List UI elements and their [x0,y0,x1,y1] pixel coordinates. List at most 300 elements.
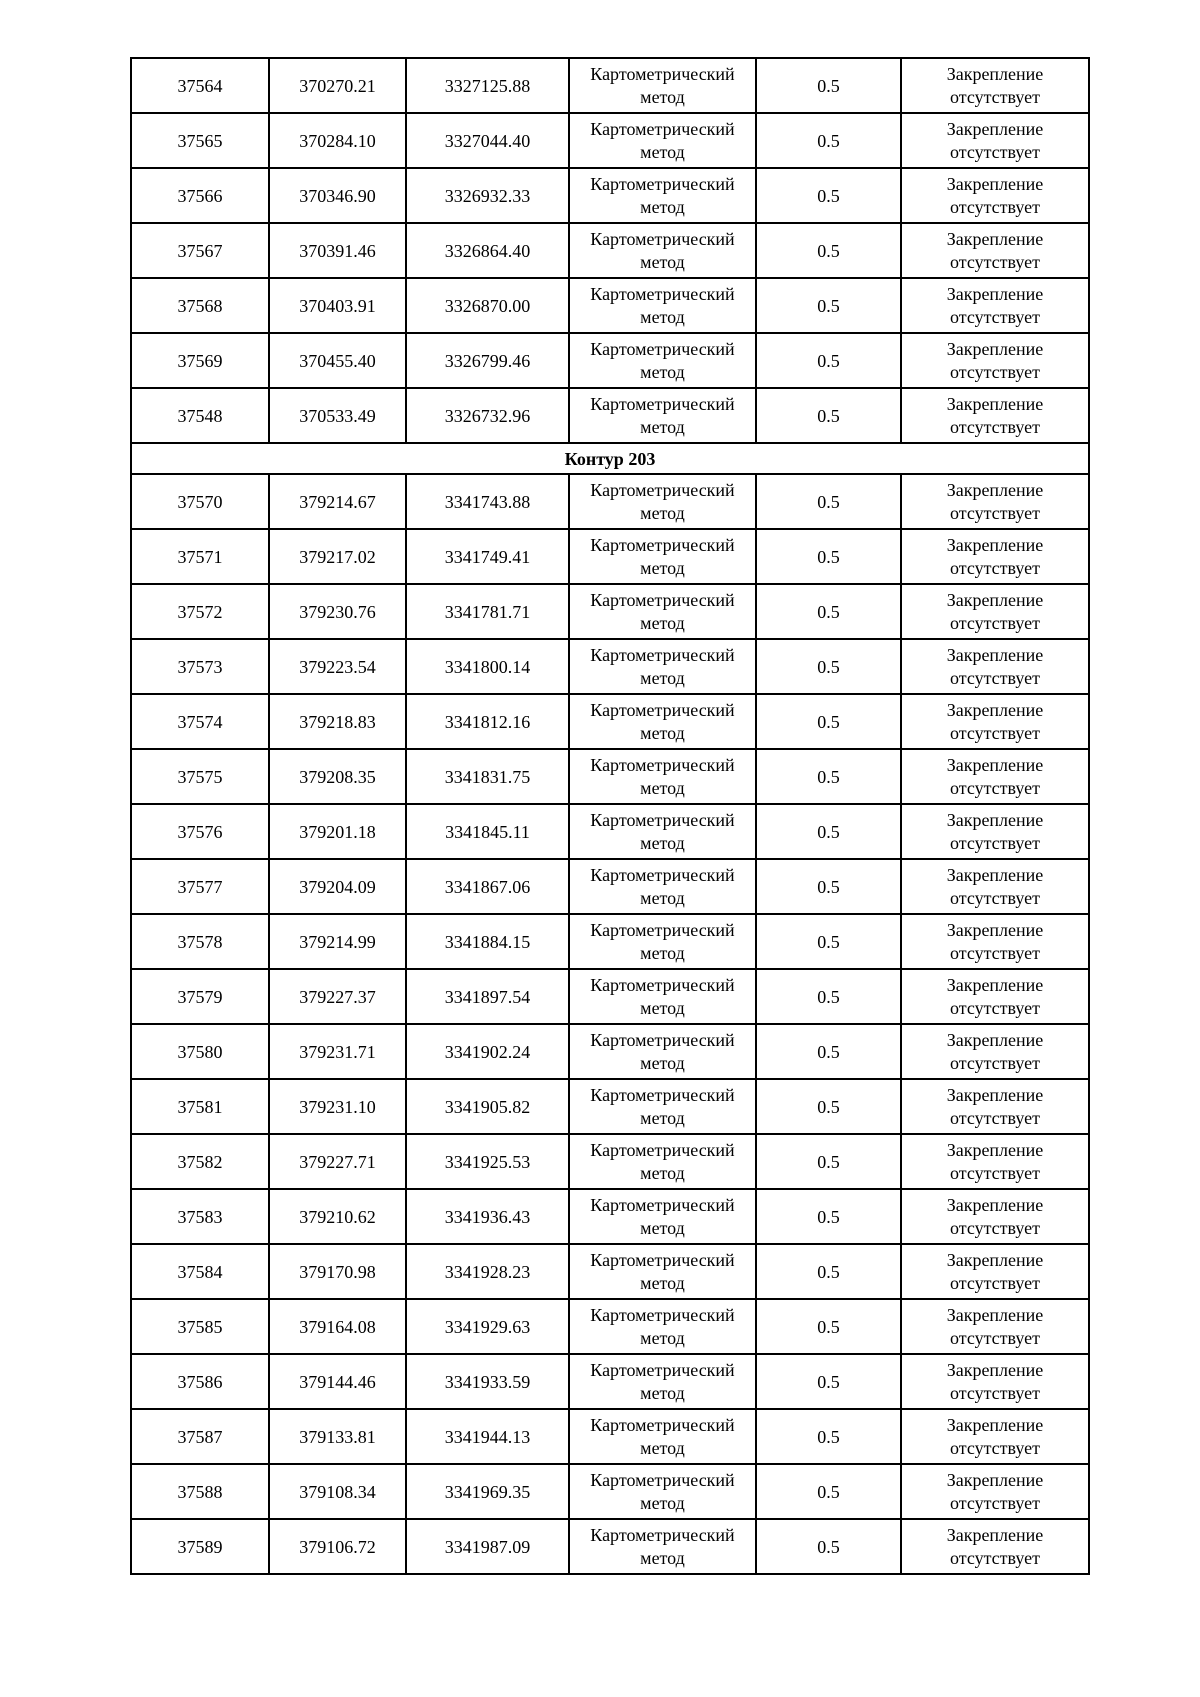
method-cell-line-1: Картометрический [590,754,735,775]
y-coordinate-cell: 3341944.13 [406,1409,569,1464]
method-cell-line-2: метод [640,1052,685,1073]
table-row [131,223,1089,278]
table-row [131,1409,1089,1464]
method-cell-line-2: метод [640,612,685,633]
table-row [131,1464,1089,1519]
method-cell [569,529,756,584]
method-cell-line-1: Картометрический [590,173,735,194]
x-coordinate-cell: 379133.81 [269,1409,406,1464]
method-cell-line-2: метод [640,557,685,578]
x-coordinate-cell: 370403.91 [269,278,406,333]
method-cell-line-1: Картометрический [590,919,735,940]
method-cell-line-1: Картометрический [590,1469,735,1490]
method-cell [569,1299,756,1354]
method-cell-line-1: Картометрический [590,1084,735,1105]
point-number-cell: 37581 [131,1079,269,1134]
section-header-row [131,443,1089,474]
method-cell-line-1: Картометрический [590,393,735,414]
method-cell [569,168,756,223]
x-coordinate-cell: 379106.72 [269,1519,406,1574]
table-row [131,584,1089,639]
y-coordinate-cell: 3326799.46 [406,333,569,388]
method-cell [569,1079,756,1134]
method-cell-line-1: Картометрический [590,1359,735,1380]
point-number-cell: 37576 [131,804,269,859]
point-number-cell: 37570 [131,474,269,529]
x-coordinate-cell: 370346.90 [269,168,406,223]
x-coordinate-cell: 379223.54 [269,639,406,694]
accuracy-cell: 0.5 [756,584,901,639]
method-cell [569,113,756,168]
fixation-cell-line-1: Закрепление [946,699,1044,720]
method-cell-line-2: метод [640,887,685,908]
method-cell-line-2: метод [640,196,685,217]
fixation-cell [901,1519,1089,1574]
table-row [131,1079,1089,1134]
fixation-cell [901,1354,1089,1409]
y-coordinate-cell: 3326864.40 [406,223,569,278]
fixation-cell-line-1: Закрепление [946,919,1044,940]
fixation-cell [901,168,1089,223]
fixation-cell-line-1: Закрепление [946,1139,1044,1160]
method-cell-line-2: метод [640,1547,685,1568]
method-cell-line-2: метод [640,306,685,327]
fixation-cell [901,804,1089,859]
method-cell-line-2: метод [640,1217,685,1238]
fixation-cell-line-1: Закрепление [946,644,1044,665]
method-cell [569,914,756,969]
method-cell [569,639,756,694]
method-cell [569,58,756,113]
fixation-cell-line-1: Закрепление [946,63,1044,84]
table-row [131,529,1089,584]
fixation-cell-line-2: отсутствует [949,361,1041,382]
accuracy-cell: 0.5 [756,223,901,278]
method-cell-line-2: метод [640,1437,685,1458]
coordinates-table-body [131,58,1089,1574]
fixation-cell [901,694,1089,749]
method-cell-line-2: метод [640,942,685,963]
method-cell [569,223,756,278]
method-cell-line-1: Картометрический [590,283,735,304]
fixation-cell-line-2: отсутствует [949,1492,1041,1513]
accuracy-cell: 0.5 [756,804,901,859]
method-cell [569,1464,756,1519]
y-coordinate-cell: 3341845.11 [406,804,569,859]
method-cell-line-2: метод [640,416,685,437]
y-coordinate-cell: 3341897.54 [406,969,569,1024]
method-cell-line-1: Картометрический [590,1194,735,1215]
table-row [131,859,1089,914]
method-cell-line-1: Картометрический [590,1414,735,1435]
y-coordinate-cell: 3326732.96 [406,388,569,443]
fixation-cell-line-1: Закрепление [946,864,1044,885]
y-coordinate-cell: 3341925.53 [406,1134,569,1189]
accuracy-cell: 0.5 [756,333,901,388]
fixation-cell-line-2: отсутствует [949,251,1041,272]
accuracy-cell: 0.5 [756,113,901,168]
method-cell [569,804,756,859]
point-number-cell: 37572 [131,584,269,639]
point-number-cell: 37573 [131,639,269,694]
point-number-cell: 37548 [131,388,269,443]
coordinates-table [130,57,1090,1575]
fixation-cell [901,859,1089,914]
point-number-cell: 37584 [131,1244,269,1299]
method-cell-line-2: метод [640,251,685,272]
fixation-cell-line-2: отсутствует [949,1052,1041,1073]
fixation-cell [901,914,1089,969]
method-cell-line-1: Картометрический [590,534,735,555]
x-coordinate-cell: 370533.49 [269,388,406,443]
fixation-cell-line-2: отсутствует [949,1107,1041,1128]
accuracy-cell: 0.5 [756,278,901,333]
table-row [131,969,1089,1024]
point-number-cell: 37589 [131,1519,269,1574]
fixation-cell-line-2: отсутствует [949,1382,1041,1403]
fixation-cell [901,639,1089,694]
x-coordinate-cell: 379164.08 [269,1299,406,1354]
fixation-cell-line-1: Закрепление [946,1469,1044,1490]
accuracy-cell: 0.5 [756,694,901,749]
method-cell-line-1: Картометрический [590,644,735,665]
fixation-cell-line-2: отсутствует [949,306,1041,327]
fixation-cell-line-1: Закрепление [946,118,1044,139]
method-cell [569,278,756,333]
table-row [131,749,1089,804]
point-number-cell: 37571 [131,529,269,584]
accuracy-cell: 0.5 [756,914,901,969]
fixation-cell [901,1244,1089,1299]
fixation-cell-line-2: отсутствует [949,777,1041,798]
y-coordinate-cell: 3326932.33 [406,168,569,223]
fixation-cell-line-2: отсутствует [949,416,1041,437]
x-coordinate-cell: 370284.10 [269,113,406,168]
fixation-cell-line-1: Закрепление [946,393,1044,414]
method-cell-line-1: Картометрический [590,1139,735,1160]
method-cell-line-1: Картометрический [590,699,735,720]
point-number-cell: 37587 [131,1409,269,1464]
accuracy-cell: 0.5 [756,1354,901,1409]
point-number-cell: 37568 [131,278,269,333]
fixation-cell [901,278,1089,333]
fixation-cell-line-2: отсутствует [949,141,1041,162]
y-coordinate-cell: 3341933.59 [406,1354,569,1409]
fixation-cell-line-1: Закрепление [946,479,1044,500]
method-cell-line-1: Картометрический [590,228,735,249]
fixation-cell-line-2: отсутствует [949,1437,1041,1458]
fixation-cell-line-1: Закрепление [946,1249,1044,1270]
method-cell-line-2: метод [640,1107,685,1128]
fixation-cell-line-1: Закрепление [946,1084,1044,1105]
fixation-cell [901,1134,1089,1189]
fixation-cell-line-1: Закрепление [946,1304,1044,1325]
fixation-cell-line-1: Закрепление [946,1359,1044,1380]
fixation-cell-line-1: Закрепление [946,534,1044,555]
fixation-cell-line-2: отсутствует [949,832,1041,853]
point-number-cell: 37585 [131,1299,269,1354]
table-row [131,1354,1089,1409]
table-row [131,168,1089,223]
table-row [131,278,1089,333]
accuracy-cell: 0.5 [756,1409,901,1464]
y-coordinate-cell: 3327125.88 [406,58,569,113]
method-cell-line-1: Картометрический [590,809,735,830]
method-cell-line-2: метод [640,502,685,523]
method-cell [569,1354,756,1409]
x-coordinate-cell: 379144.46 [269,1354,406,1409]
method-cell-line-1: Картометрический [590,864,735,885]
y-coordinate-cell: 3341743.88 [406,474,569,529]
fixation-cell-line-2: отсутствует [949,667,1041,688]
y-coordinate-cell: 3341812.16 [406,694,569,749]
method-cell-line-1: Картометрический [590,338,735,359]
point-number-cell: 37565 [131,113,269,168]
x-coordinate-cell: 379214.99 [269,914,406,969]
point-number-cell: 37578 [131,914,269,969]
x-coordinate-cell: 370455.40 [269,333,406,388]
x-coordinate-cell: 379201.18 [269,804,406,859]
y-coordinate-cell: 3341936.43 [406,1189,569,1244]
fixation-cell [901,969,1089,1024]
fixation-cell [901,1464,1089,1519]
table-row [131,1244,1089,1299]
method-cell-line-1: Картометрический [590,1249,735,1270]
fixation-cell-line-2: отсутствует [949,1272,1041,1293]
method-cell-line-1: Картометрический [590,974,735,995]
fixation-cell [901,474,1089,529]
accuracy-cell: 0.5 [756,969,901,1024]
fixation-cell [901,529,1089,584]
table-row [131,804,1089,859]
table-row [131,1134,1089,1189]
x-coordinate-cell: 379227.37 [269,969,406,1024]
point-number-cell: 37569 [131,333,269,388]
y-coordinate-cell: 3341800.14 [406,639,569,694]
fixation-cell-line-2: отсутствует [949,942,1041,963]
x-coordinate-cell: 379231.71 [269,1024,406,1079]
fixation-cell-line-2: отсутствует [949,1217,1041,1238]
method-cell [569,474,756,529]
method-cell [569,694,756,749]
accuracy-cell: 0.5 [756,1519,901,1574]
method-cell-line-2: метод [640,86,685,107]
method-cell-line-2: метод [640,1327,685,1348]
fixation-cell-line-2: отсутствует [949,196,1041,217]
accuracy-cell: 0.5 [756,1134,901,1189]
fixation-cell-line-2: отсутствует [949,997,1041,1018]
method-cell-line-2: метод [640,141,685,162]
method-cell-line-2: метод [640,361,685,382]
point-number-cell: 37580 [131,1024,269,1079]
method-cell-line-1: Картометрический [590,63,735,84]
y-coordinate-cell: 3341987.09 [406,1519,569,1574]
fixation-cell-line-1: Закрепление [946,338,1044,359]
method-cell [569,333,756,388]
fixation-cell [901,1409,1089,1464]
y-coordinate-cell: 3341831.75 [406,749,569,804]
method-cell-line-2: метод [640,777,685,798]
x-coordinate-cell: 379214.67 [269,474,406,529]
method-cell [569,1134,756,1189]
method-cell-line-2: метод [640,1382,685,1403]
accuracy-cell: 0.5 [756,529,901,584]
method-cell [569,1024,756,1079]
fixation-cell-line-2: отсутствует [949,612,1041,633]
fixation-cell-line-1: Закрепление [946,173,1044,194]
table-row [131,914,1089,969]
method-cell [569,859,756,914]
method-cell [569,749,756,804]
y-coordinate-cell: 3341905.82 [406,1079,569,1134]
y-coordinate-cell: 3341929.63 [406,1299,569,1354]
fixation-cell-line-2: отсутствует [949,557,1041,578]
point-number-cell: 37566 [131,168,269,223]
table-row [131,1299,1089,1354]
table-row [131,1519,1089,1574]
method-cell-line-1: Картометрический [590,1029,735,1050]
point-number-cell: 37588 [131,1464,269,1519]
point-number-cell: 37574 [131,694,269,749]
point-number-cell: 37575 [131,749,269,804]
method-cell [569,1519,756,1574]
method-cell [569,1244,756,1299]
accuracy-cell: 0.5 [756,859,901,914]
x-coordinate-cell: 379217.02 [269,529,406,584]
accuracy-cell: 0.5 [756,58,901,113]
fixation-cell-line-1: Закрепление [946,754,1044,775]
fixation-cell [901,223,1089,278]
table-row [131,1024,1089,1079]
point-number-cell: 37567 [131,223,269,278]
method-cell-line-1: Картометрический [590,1304,735,1325]
point-number-cell: 37577 [131,859,269,914]
fixation-cell-line-2: отсутствует [949,86,1041,107]
fixation-cell [901,58,1089,113]
fixation-cell-line-2: отсутствует [949,1327,1041,1348]
accuracy-cell: 0.5 [756,1244,901,1299]
fixation-cell-line-2: отсутствует [949,722,1041,743]
y-coordinate-cell: 3341928.23 [406,1244,569,1299]
table-row [131,1189,1089,1244]
accuracy-cell: 0.5 [756,168,901,223]
y-coordinate-cell: 3341884.15 [406,914,569,969]
y-coordinate-cell: 3327044.40 [406,113,569,168]
x-coordinate-cell: 379170.98 [269,1244,406,1299]
fixation-cell-line-1: Закрепление [946,228,1044,249]
method-cell-line-2: метод [640,997,685,1018]
section-title: Контур 203 [131,443,1089,474]
method-cell-line-2: метод [640,1492,685,1513]
accuracy-cell: 0.5 [756,1299,901,1354]
y-coordinate-cell: 3341969.35 [406,1464,569,1519]
y-coordinate-cell: 3341749.41 [406,529,569,584]
accuracy-cell: 0.5 [756,749,901,804]
accuracy-cell: 0.5 [756,1079,901,1134]
fixation-cell [901,1024,1089,1079]
fixation-cell [901,113,1089,168]
table-row [131,639,1089,694]
table-row [131,113,1089,168]
fixation-cell-line-1: Закрепление [946,589,1044,610]
x-coordinate-cell: 379227.71 [269,1134,406,1189]
table-row [131,694,1089,749]
point-number-cell: 37586 [131,1354,269,1409]
accuracy-cell: 0.5 [756,639,901,694]
fixation-cell [901,749,1089,804]
table-row [131,388,1089,443]
method-cell [569,1189,756,1244]
fixation-cell-line-2: отсутствует [949,502,1041,523]
point-number-cell: 37583 [131,1189,269,1244]
y-coordinate-cell: 3341781.71 [406,584,569,639]
x-coordinate-cell: 379230.76 [269,584,406,639]
method-cell-line-1: Картометрический [590,589,735,610]
fixation-cell-line-2: отсутствует [949,1162,1041,1183]
method-cell-line-1: Картометрический [590,118,735,139]
method-cell-line-1: Картометрический [590,479,735,500]
x-coordinate-cell: 379108.34 [269,1464,406,1519]
table-row [131,333,1089,388]
x-coordinate-cell: 370391.46 [269,223,406,278]
y-coordinate-cell: 3341902.24 [406,1024,569,1079]
method-cell-line-2: метод [640,1272,685,1293]
x-coordinate-cell: 379231.10 [269,1079,406,1134]
point-number-cell: 37564 [131,58,269,113]
method-cell-line-2: метод [640,832,685,853]
fixation-cell-line-1: Закрепление [946,1194,1044,1215]
accuracy-cell: 0.5 [756,474,901,529]
method-cell-line-2: метод [640,1162,685,1183]
method-cell-line-2: метод [640,722,685,743]
x-coordinate-cell: 379204.09 [269,859,406,914]
y-coordinate-cell: 3341867.06 [406,859,569,914]
method-cell [569,1409,756,1464]
accuracy-cell: 0.5 [756,1024,901,1079]
fixation-cell-line-1: Закрепление [946,1414,1044,1435]
fixation-cell-line-1: Закрепление [946,283,1044,304]
x-coordinate-cell: 379218.83 [269,694,406,749]
accuracy-cell: 0.5 [756,1464,901,1519]
fixation-cell [901,1189,1089,1244]
method-cell [569,969,756,1024]
x-coordinate-cell: 379208.35 [269,749,406,804]
fixation-cell-line-1: Закрепление [946,974,1044,995]
x-coordinate-cell: 379210.62 [269,1189,406,1244]
accuracy-cell: 0.5 [756,1189,901,1244]
method-cell-line-2: метод [640,667,685,688]
point-number-cell: 37579 [131,969,269,1024]
x-coordinate-cell: 370270.21 [269,58,406,113]
fixation-cell-line-2: отсутствует [949,1547,1041,1568]
method-cell-line-1: Картометрический [590,1524,735,1545]
fixation-cell [901,333,1089,388]
fixation-cell-line-2: отсутствует [949,887,1041,908]
fixation-cell-line-1: Закрепление [946,809,1044,830]
table-row [131,58,1089,113]
fixation-cell [901,1299,1089,1354]
fixation-cell [901,584,1089,639]
fixation-cell [901,388,1089,443]
method-cell [569,584,756,639]
fixation-cell-line-1: Закрепление [946,1524,1044,1545]
fixation-cell-line-1: Закрепление [946,1029,1044,1050]
accuracy-cell: 0.5 [756,388,901,443]
y-coordinate-cell: 3326870.00 [406,278,569,333]
table-row [131,474,1089,529]
fixation-cell [901,1079,1089,1134]
method-cell [569,388,756,443]
